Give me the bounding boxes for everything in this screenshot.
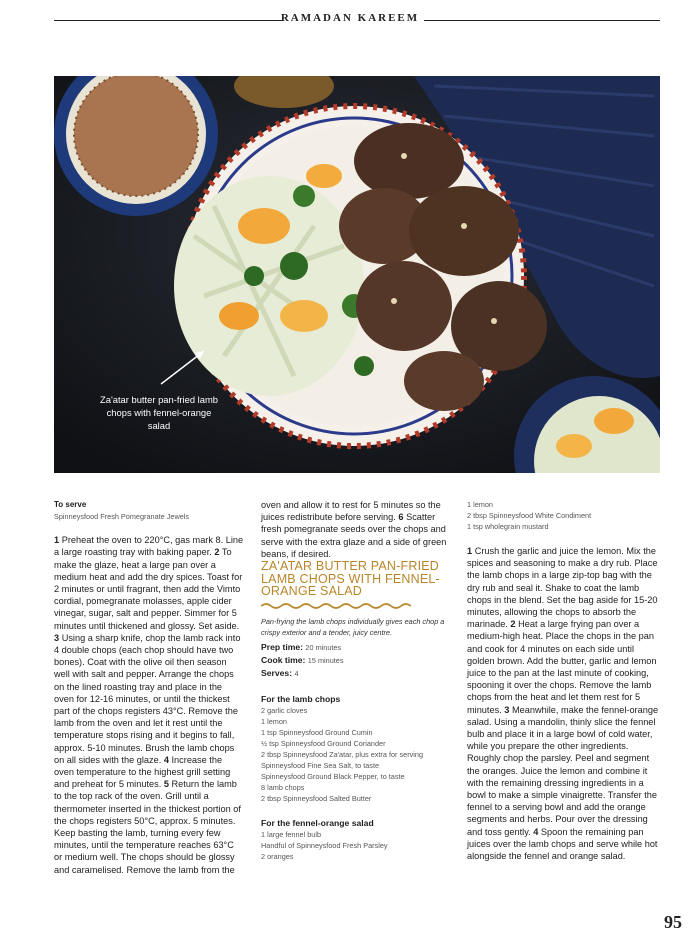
orange-segment: [238, 208, 290, 244]
list-item: Spinneysfood Ground Black Pepper, to taste: [261, 771, 405, 781]
wavy-divider-icon: [261, 602, 411, 610]
to-serve-label: To serve: [54, 500, 87, 509]
column-3: [467, 499, 661, 862]
list-item: ½ tsp Spinneysfood Ground Coriander: [261, 738, 386, 748]
list-item: 2 tbsp Spinneysfood White Condiment: [467, 511, 592, 520]
column-2: [261, 499, 451, 862]
photo-caption: Za'atar butter pan-fried lamb chops with fennel-orange salad: [100, 394, 218, 431]
list-item: 1 large fennel bulb: [261, 829, 322, 839]
list-item: Spinneysfood Fine Sea Salt, to taste: [261, 760, 380, 770]
header-rule-right: [424, 20, 660, 21]
to-serve-item: Spinneysfood Fresh Pomegranate Jewels: [54, 512, 190, 522]
list-item: 1 tsp Spinneysfood Ground Cumin: [261, 727, 373, 737]
list-item: Handful of Spinneysfood Fresh Parsley: [261, 840, 388, 850]
lamb-ingredient-list: [261, 705, 451, 804]
lamb-chop: [354, 123, 464, 199]
list-item: 2 tbsp Spinneysfood Za'atar, plus extra for serving: [261, 749, 424, 759]
section-title: RAMADAN KAREEM: [280, 12, 420, 24]
list-item: 2 oranges: [261, 851, 294, 861]
list-item: 1 tsp wholegrain mustard: [467, 522, 549, 531]
method-step: 1 Crush the garlic and juice the lemon. Mix the spices and seasoning to make a dry rub. Place the lamb chops in a large zip-top bag with the dry rub and seal it. Shake to coat the lamb chops in the blend. Set the bag aside for 15-20 minutes, allowing the chops to absorb the marinade. 2 Heat a large frying pan over a medium-high heat. Place the chops in the pan and cook for 4 minutes on each side until golden brown. Add the butter, garlic and lemon juice to the pan at the last minute of cooking, spooning it over the chops. Remove the lamb chops from the heat and let them rest for 5 minutes. 3 Meanwhile, make the fennel-orange salad. Using a mandolin, thinly slice the fennel bulb and place it in a large bowl of cold water, while you prepare the other ingredients. Roughly chop the parsley. Peel and segment the oranges. Juice the lemon and combine it with the remaining dressing ingredients in a bowl to make a simple vinaigrette. Transfer the fennel to a serving bowl and add the orange segments and herbs. Pour over the dressing and toss gently. 4 Spoon the remaining pan juices over the lamb chops and serve while hot alongside the fennel and orange salad.: [467, 546, 659, 862]
method-step: 1 Preheat the oven to 220°C, gas mark 8. Line a large roasting tray with baking paper. 2 To make the glaze, heat a large pan over a medium heat and add the dry spices. Toast for 2 minutes or until fragrant, then add the Vimto cordial, pomegranate molasses, apple cider vinegar, sugar, salt and pepper. Simmer for 5 minutes until thickened and glossy. Set aside. 3 Using a sharp knife, chop the lamb rack into 4 double chops (each chop should have two bones). Coat with the olive oil then season well with salt and pepper. Arrange the chops on the lined roasting tray and place in the oven for 12-16 minutes, or until the thickest part of the chops registers 43°C. Remove the lamb from the oven and let it rest until the temperature stops rising and it begins to fall, approx. 5-10 minutes. Brush the lamb chops on all sides with the glaze. 4 Increase the oven temperature to the highest grill setting and preheat for 5 minutes. 5 Return the lamb to the top rack of the oven. Grill until a thermometer inserted in the thickest portion of the chops registers 50°C, approx. 5 minutes. Keep basting the lamb, turning every few minutes, until the temperature reaches 63°C or medium well. The chops should be glossy and caramelised. Remove the lamb from the: [54, 535, 244, 875]
recipe-title: ZA'ATAR BUTTER PAN-FRIED LAMB CHOPS WITH FENNEL-ORANGE SALAD: [261, 559, 440, 599]
list-item: 2 tbsp Spinneysfood Salted Butter: [261, 793, 372, 803]
salad-ingredients-heading: For the fennel-orange salad: [261, 817, 374, 828]
page-number: 95: [664, 912, 682, 932]
lamb-ingredients-heading: For the lamb chops: [261, 693, 341, 704]
method-continued: oven and allow it to rest for 5 minutes so the juices redistribute before serving. 6 Scatter fresh pomegranate seeds over the chops and serve with the extra glaze and a side of green beans, if desired.: [261, 500, 447, 559]
column-1: [54, 499, 244, 876]
dressing-ingredient-list: [467, 499, 661, 532]
serves: Serves: 4: [261, 667, 299, 678]
list-item: 1 lemon: [467, 500, 493, 509]
recipe-intro: Pan-frying the lamb chops individually gives each chop a crispy exterior and a tender, juicy centre.: [261, 616, 445, 637]
list-item: 1 lemon: [261, 716, 287, 726]
list-item: 8 lamb chops: [261, 782, 305, 792]
cook-time: Cook time: 15 minutes: [261, 654, 344, 665]
recipe-photo: [54, 76, 660, 473]
salad-ingredient-list: [261, 829, 451, 862]
prep-time: Prep time: 20 minutes: [261, 641, 342, 652]
list-item: 2 garlic cloves: [261, 705, 308, 715]
